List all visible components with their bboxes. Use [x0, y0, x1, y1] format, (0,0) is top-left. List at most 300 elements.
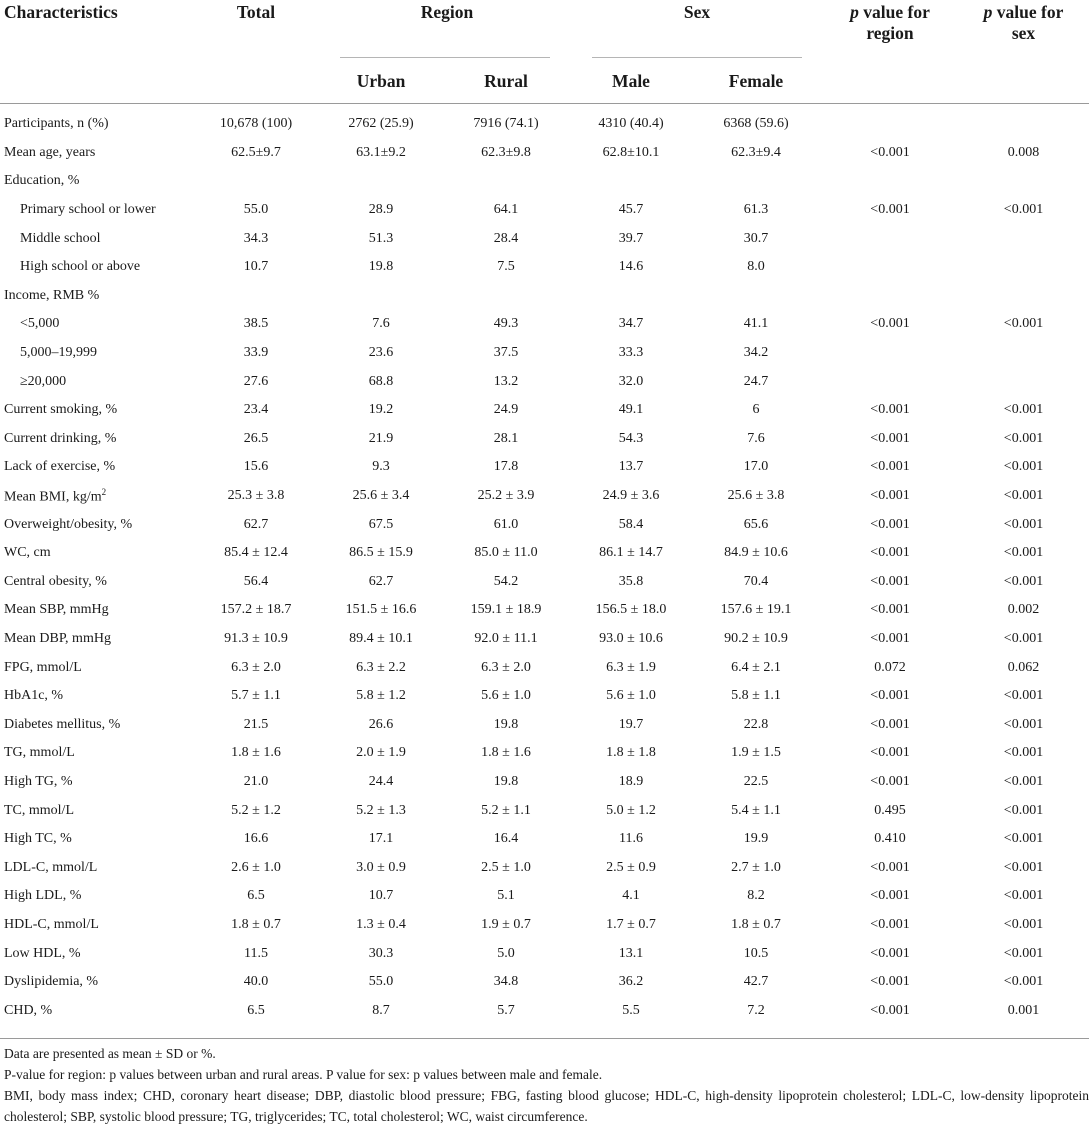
cell-urban: 86.5 ± 15.9: [349, 545, 413, 561]
cell-p-sex: <0.001: [1003, 831, 1044, 847]
cell-male: 5.5: [622, 1002, 640, 1018]
row-label-text: Primary school or lower: [20, 202, 156, 218]
cell-male: 4310 (40.4): [598, 116, 664, 132]
cell-female: 65.6: [743, 516, 769, 532]
row-label: [0, 939, 190, 968]
cell-p-sex: <0.001: [1003, 716, 1044, 732]
header-male: Male: [612, 70, 650, 91]
row-label: [0, 310, 190, 339]
table-row: [0, 425, 1089, 454]
row-label-text: Central obesity, %: [4, 573, 107, 589]
cell-rural: 25.2 ± 3.9: [477, 488, 535, 504]
cell-male: 35.8: [618, 573, 644, 589]
cell-rural: [440, 282, 572, 311]
cell-rural: 92.0 ± 11.1: [474, 630, 538, 646]
cell-p-sex: <0.001: [1003, 630, 1044, 646]
cell-male: 86.1 ± 14.7: [599, 545, 663, 561]
cell-p-region: <0.001: [870, 1002, 910, 1018]
row-label-text: Lack of exercise, %: [4, 459, 116, 475]
cell-urban: 67.5: [368, 516, 394, 532]
header-female: Female: [728, 70, 784, 91]
row-label-text: Participants, n (%): [4, 116, 109, 132]
row-label: [0, 596, 190, 625]
cell-p-sex: <0.001: [1003, 974, 1044, 990]
cell-p-region: <0.001: [870, 773, 910, 789]
cell-p-region: <0.001: [870, 602, 910, 618]
cell-total: 2.6 ± 1.0: [231, 859, 281, 875]
row-label: [0, 196, 190, 225]
row-label: [0, 825, 190, 854]
header-p-sex: [958, 0, 1089, 104]
row-label: [0, 167, 190, 196]
cell-urban: 51.3: [368, 230, 394, 246]
cell-p-region: <0.001: [870, 316, 910, 332]
cell-male: 13.7: [618, 459, 644, 475]
cell-rural: 5.6 ± 1.0: [481, 688, 531, 704]
cell-urban: 5.8 ± 1.2: [356, 688, 406, 704]
cell-male: 5.0 ± 1.2: [606, 802, 656, 818]
row-label-text: Current smoking, %: [4, 402, 118, 418]
table-row: [0, 539, 1089, 568]
table-row: [0, 939, 1089, 968]
cell-rural: 1.9 ± 0.7: [481, 916, 531, 932]
row-label: [0, 968, 190, 997]
cell-p-sex: <0.001: [1003, 316, 1044, 332]
cell-p-region: <0.001: [870, 974, 910, 990]
cell-p-region: [822, 282, 958, 311]
cell-female: 25.6 ± 3.8: [727, 488, 785, 504]
cell-p-region: [822, 367, 958, 396]
cell-female: 6: [752, 402, 760, 418]
cell-rural: 5.7: [497, 1002, 515, 1018]
row-label: [0, 282, 190, 311]
cell-rural: 17.8: [493, 459, 519, 475]
table-row: [0, 396, 1089, 425]
cell-female: 5.4 ± 1.1: [731, 802, 781, 818]
cell-p-sex: <0.001: [1003, 402, 1044, 418]
cell-p-region: <0.001: [870, 945, 910, 961]
cell-urban: 19.2: [368, 402, 394, 418]
cell-urban: 19.8: [368, 259, 394, 275]
cell-p-region: 0.072: [874, 659, 906, 675]
table-row: [0, 996, 1089, 1025]
cell-total: 10,678 (100): [219, 116, 293, 132]
row-label: [0, 539, 190, 568]
table-row: [0, 882, 1089, 911]
table-row: [0, 453, 1089, 482]
header-p-sex-line2: sex: [1011, 23, 1036, 43]
cell-female: 6.4 ± 2.1: [731, 659, 781, 675]
cell-rural: 85.0 ± 11.0: [474, 545, 538, 561]
row-label: [0, 367, 190, 396]
row-label-text: Mean DBP, mmHg: [4, 630, 111, 646]
table-row: [0, 482, 1089, 511]
cell-male: 1.7 ± 0.7: [606, 916, 656, 932]
cell-p-sex: [958, 367, 1089, 396]
row-label-text: Education, %: [4, 173, 80, 189]
cell-p-sex: <0.001: [1003, 745, 1044, 761]
cell-rural: 16.4: [493, 831, 519, 847]
cell-total: 16.6: [243, 831, 269, 847]
row-label: [0, 682, 190, 711]
cell-urban: 26.6: [368, 716, 394, 732]
row-label-text: TG, mmol/L: [4, 745, 75, 761]
cell-urban: 23.6: [368, 345, 394, 361]
header-total: Total: [236, 2, 276, 22]
cell-urban: 28.9: [368, 202, 394, 218]
cell-total: 62.5±9.7: [231, 144, 281, 160]
footnote-line-3: BMI, body mass index; CHD, coronary heart disease; DBP, diastolic blood pressure; FBG, fasting blood glucose; HDL-C, high-density lipoprotein cholesterol; LDL-C, low-density lipoprotein cholesterol; SBP, systolic blood pressure; TG, triglycerides; TC, total cholesterol; WC, waist circumference.: [4, 1088, 1089, 1124]
cell-p-sex: [958, 339, 1089, 368]
table-row: [0, 682, 1089, 711]
table-row: [0, 710, 1089, 739]
cell-female: 8.2: [747, 888, 765, 904]
cell-urban: 9.3: [372, 459, 390, 475]
cell-female: 22.5: [743, 773, 769, 789]
header-p-region-line2: region: [866, 23, 914, 43]
table-body: [0, 104, 1089, 1026]
cell-p-sex: [958, 253, 1089, 282]
cell-male: 2.5 ± 0.9: [606, 859, 656, 875]
table-row: [0, 768, 1089, 797]
row-label: [0, 396, 190, 425]
table-row: [0, 653, 1089, 682]
table-row: [0, 167, 1089, 196]
cell-rural: 19.8: [493, 716, 519, 732]
cell-p-sex: <0.001: [1003, 516, 1044, 532]
cell-female: 22.8: [743, 716, 769, 732]
cell-p-sex: [958, 104, 1089, 139]
cell-p-sex: <0.001: [1003, 888, 1044, 904]
row-label: [0, 482, 190, 511]
cell-male: 6.3 ± 1.9: [606, 659, 656, 675]
row-label: [0, 882, 190, 911]
cell-urban: 55.0: [368, 974, 394, 990]
cell-p-region: <0.001: [870, 545, 910, 561]
cell-p-region: 0.410: [874, 831, 906, 847]
cell-total: 15.6: [243, 459, 269, 475]
cell-p-sex: [958, 282, 1089, 311]
cell-total: 157.2 ± 18.7: [220, 602, 292, 618]
cell-male: 33.3: [618, 345, 644, 361]
cell-rural: 37.5: [493, 345, 519, 361]
cell-p-region: <0.001: [870, 573, 910, 589]
table-row: [0, 853, 1089, 882]
row-label-text: Income, RMB %: [4, 287, 100, 303]
cell-rural: 64.1: [493, 202, 519, 218]
row-label-text: High school or above: [20, 259, 141, 275]
cell-p-sex: <0.001: [1003, 688, 1044, 704]
header-rural: Rural: [484, 70, 528, 91]
cell-female: 2.7 ± 1.0: [731, 859, 781, 875]
cell-p-region: <0.001: [870, 402, 910, 418]
cell-male: 13.1: [618, 945, 644, 961]
cell-male: 62.8±10.1: [602, 144, 660, 160]
cell-male: [572, 167, 690, 196]
cell-urban: 3.0 ± 0.9: [356, 859, 406, 875]
cell-p-region: [822, 167, 958, 196]
cell-female: 5.8 ± 1.1: [731, 688, 781, 704]
table-header: [0, 0, 1089, 104]
cell-p-region: <0.001: [870, 430, 910, 446]
cell-total: 5.7 ± 1.1: [231, 688, 281, 704]
cell-total: 91.3 ± 10.9: [224, 630, 288, 646]
row-label-text: Diabetes mellitus, %: [4, 716, 121, 732]
cell-male: 19.7: [618, 716, 644, 732]
cell-female: 17.0: [743, 459, 769, 475]
cell-male: 58.4: [618, 516, 644, 532]
cell-female: 19.9: [743, 831, 769, 847]
cell-rural: 49.3: [493, 316, 519, 332]
cell-total: 21.0: [243, 773, 269, 789]
cell-total: 33.9: [243, 345, 269, 361]
cell-female: 41.1: [743, 316, 769, 332]
row-label: [0, 568, 190, 597]
row-label: [0, 768, 190, 797]
cell-total: 6.3 ± 2.0: [231, 659, 281, 675]
row-label: [0, 224, 190, 253]
cell-male: 36.2: [618, 974, 644, 990]
row-label: [0, 853, 190, 882]
cell-urban: [322, 282, 440, 311]
cell-p-sex: <0.001: [1003, 430, 1044, 446]
cell-p-sex: 0.001: [1007, 1002, 1040, 1018]
cell-p-sex: <0.001: [1003, 916, 1044, 932]
cell-rural: 6.3 ± 2.0: [481, 659, 531, 675]
cell-female: [690, 167, 822, 196]
cell-female: 90.2 ± 10.9: [724, 630, 788, 646]
row-label: [0, 625, 190, 654]
cell-total: 56.4: [243, 573, 269, 589]
cell-male: 49.1: [618, 402, 644, 418]
cell-total: [190, 167, 322, 196]
cell-total: 38.5: [243, 316, 269, 332]
cell-p-sex: <0.001: [1003, 545, 1044, 561]
row-label-text: Mean age, years: [4, 144, 96, 160]
row-label-text: Low HDL, %: [4, 945, 81, 961]
cell-rural: 54.2: [493, 573, 519, 589]
cell-rural: [440, 167, 572, 196]
cell-total: 6.5: [247, 1002, 265, 1018]
row-label-text: LDL-C, mmol/L: [4, 859, 98, 875]
cell-p-region: <0.001: [870, 745, 910, 761]
cell-urban: 68.8: [368, 373, 394, 389]
cell-male: 32.0: [618, 373, 644, 389]
cell-rural: 5.1: [497, 888, 515, 904]
row-label-text: HbA1c, %: [4, 688, 64, 704]
cell-urban: 10.7: [368, 888, 394, 904]
cell-p-region: <0.001: [870, 516, 910, 532]
cell-rural: 1.8 ± 1.6: [481, 745, 531, 761]
cell-female: 62.3±9.4: [731, 144, 781, 160]
table-row: [0, 825, 1089, 854]
cell-rural: 34.8: [493, 974, 519, 990]
row-label: [0, 796, 190, 825]
cell-female: 10.5: [743, 945, 769, 961]
cell-urban: 7.6: [372, 316, 390, 332]
row-label-text: High LDL, %: [4, 888, 82, 904]
cell-female: [690, 282, 822, 311]
cell-urban: 62.7: [368, 573, 394, 589]
footnote-line-1: Data are presented as mean ± SD or %.: [4, 1046, 216, 1061]
table-row: [0, 968, 1089, 997]
cell-rural: 19.8: [493, 773, 519, 789]
row-label-text: Middle school: [20, 230, 101, 246]
cell-total: 11.5: [244, 945, 268, 961]
cell-total: 23.4: [243, 402, 269, 418]
cell-p-sex: [958, 224, 1089, 253]
cell-female: 30.7: [743, 230, 769, 246]
cell-female: 34.2: [743, 345, 769, 361]
row-label-text: ≥20,000: [20, 373, 67, 389]
table-row: [0, 911, 1089, 940]
cell-male: 14.6: [618, 259, 644, 275]
cell-total: 55.0: [243, 202, 269, 218]
table-row: [0, 596, 1089, 625]
table-row: [0, 510, 1089, 539]
row-label-text: FPG, mmol/L: [4, 659, 82, 675]
row-label: [0, 911, 190, 940]
cell-urban: 21.9: [368, 430, 394, 446]
header-p-sex-text: value for: [992, 2, 1064, 22]
table-row: [0, 568, 1089, 597]
header-p-region: [822, 0, 958, 104]
row-label: [0, 739, 190, 768]
cell-total: [190, 282, 322, 311]
cell-total: 62.7: [243, 516, 269, 532]
table-row: [0, 282, 1089, 311]
footnote-line-2: P-value for region: p values between urban and rural areas. P value for sex: p values between male and female.: [4, 1067, 603, 1082]
cell-male: 1.8 ± 1.8: [606, 745, 656, 761]
cell-p-region: <0.001: [870, 459, 910, 475]
sex-group-rule: [592, 57, 802, 58]
cell-urban: 8.7: [372, 1002, 390, 1018]
cell-total: 27.6: [243, 373, 269, 389]
cell-urban: 5.2 ± 1.3: [356, 802, 406, 818]
cell-total: 10.7: [243, 259, 269, 275]
row-label-text: Dyslipidemia, %: [4, 974, 99, 990]
cell-female: 61.3: [743, 202, 769, 218]
cell-p-region: <0.001: [870, 888, 910, 904]
cell-female: 157.6 ± 19.1: [720, 602, 792, 618]
cell-rural: 5.2 ± 1.1: [481, 802, 531, 818]
cell-p-sex: <0.001: [1003, 773, 1044, 789]
header-region: Region: [420, 2, 474, 22]
table-row: [0, 139, 1089, 168]
cell-total: 25.3 ± 3.8: [227, 488, 285, 504]
cell-rural: 28.4: [493, 230, 519, 246]
cell-p-region: <0.001: [870, 859, 910, 875]
cell-male: 34.7: [618, 316, 644, 332]
cell-urban: 2.0 ± 1.9: [356, 745, 406, 761]
cell-p-sex: <0.001: [1003, 202, 1044, 218]
table-row: [0, 796, 1089, 825]
cell-male: 11.6: [619, 831, 643, 847]
row-label-superscript: 2: [101, 486, 107, 497]
row-label-text: Overweight/obesity, %: [4, 516, 133, 532]
cell-rural: 7.5: [497, 259, 515, 275]
cell-p-region: [822, 253, 958, 282]
table-row: [0, 253, 1089, 282]
cell-p-sex: <0.001: [1003, 945, 1044, 961]
cell-rural: 5.0: [497, 945, 515, 961]
cell-male: 24.9 ± 3.6: [602, 488, 660, 504]
region-group-rule: [340, 57, 550, 58]
cell-rural: 61.0: [493, 516, 519, 532]
cell-urban: 30.3: [368, 945, 394, 961]
table-footnotes: [0, 1038, 1089, 1127]
cell-female: 7.6: [747, 430, 765, 446]
cell-p-sex: <0.001: [1003, 573, 1044, 589]
row-label-text: <5,000: [20, 316, 60, 332]
cell-total: 85.4 ± 12.4: [224, 545, 288, 561]
cell-total: 6.5: [247, 888, 265, 904]
table-row: [0, 104, 1089, 139]
cell-male: 4.1: [622, 888, 640, 904]
cell-male: 5.6 ± 1.0: [606, 688, 656, 704]
cell-female: 8.0: [747, 259, 765, 275]
cell-total: 1.8 ± 1.6: [231, 745, 281, 761]
cell-urban: [322, 167, 440, 196]
cell-p-sex: 0.002: [1007, 602, 1040, 618]
row-label-text: Mean BMI, kg/m: [4, 489, 102, 505]
table-row: [0, 196, 1089, 225]
table-row: [0, 625, 1089, 654]
header-characteristics: Characteristics: [4, 2, 118, 22]
cell-p-sex: <0.001: [1003, 459, 1044, 475]
row-label-text: HDL-C, mmol/L: [4, 916, 99, 932]
row-label-text: Current drinking, %: [4, 430, 117, 446]
cell-rural: 24.9: [493, 402, 519, 418]
footnote-divider: [0, 1038, 1089, 1039]
cell-p-region: [822, 104, 958, 139]
header-p-region-text: value for: [858, 2, 930, 22]
table-row: [0, 739, 1089, 768]
header-sex: Sex: [683, 2, 711, 22]
row-label: [0, 996, 190, 1025]
cell-female: 70.4: [743, 573, 769, 589]
cell-p-sex: 0.008: [1007, 144, 1040, 160]
cell-urban: 89.4 ± 10.1: [349, 630, 413, 646]
cell-female: 24.7: [743, 373, 769, 389]
row-label: [0, 453, 190, 482]
row-label-text: TC, mmol/L: [4, 802, 74, 818]
cell-total: 1.8 ± 0.7: [231, 916, 281, 932]
cell-total: 26.5: [243, 430, 269, 446]
row-label: [0, 510, 190, 539]
cell-p-region: [822, 224, 958, 253]
cell-rural: 2.5 ± 1.0: [481, 859, 531, 875]
cell-urban: 24.4: [368, 773, 394, 789]
cell-p-region: <0.001: [870, 630, 910, 646]
cell-female: 42.7: [743, 974, 769, 990]
cell-p-sex: <0.001: [1003, 859, 1044, 875]
cell-female: 1.8 ± 0.7: [731, 916, 781, 932]
cell-rural: 28.1: [493, 430, 519, 446]
cell-urban: 17.1: [368, 831, 394, 847]
cell-urban: 1.3 ± 0.4: [356, 916, 406, 932]
cell-urban: 63.1±9.2: [356, 144, 406, 160]
cell-urban: 25.6 ± 3.4: [352, 488, 410, 504]
cell-total: 5.2 ± 1.2: [231, 802, 281, 818]
row-label: [0, 425, 190, 454]
cell-p-region: <0.001: [870, 202, 910, 218]
table-row: [0, 339, 1089, 368]
cell-p-region: <0.001: [870, 688, 910, 704]
row-label: [0, 653, 190, 682]
cell-female: 6368 (59.6): [723, 116, 789, 132]
cell-total: 21.5: [243, 716, 269, 732]
